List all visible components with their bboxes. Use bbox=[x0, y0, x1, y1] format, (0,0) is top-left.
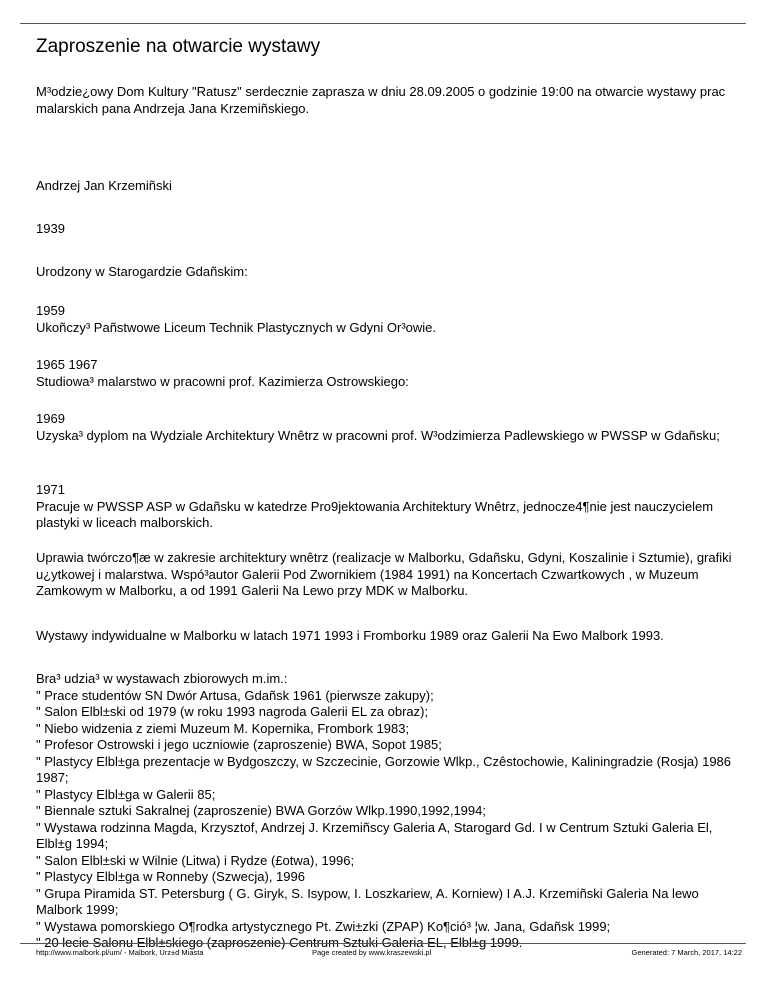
list-item: " 20 lecie Salonu Elbl±skiego (zaproszenie) Centrum Sztuki Galeria EL, Elbl±g 1999. bbox=[36, 935, 523, 950]
list-item: " Grupa Piramida ST. Petersburg ( G. Giryk, S. Isypow, I. Loszkariew, A. Korniew) I A.J. Krzemiñski Galeria Na lewo Malbork 1999; bbox=[36, 885, 699, 917]
solo-exhibitions: Wystawy indywidualne w Malborku w latach 1971 1993 i Fromborku 1989 oraz Galerii Na Ewo Malbork 1993. bbox=[36, 628, 664, 643]
activity-paragraph: Uprawia twórczo¶æ w zakresie architektury wnêtrz (realizacje w Malborku, Gdañsku, Gdyni, Koszalinie i Sztumie), grafiki u¿ytkowej i malarstwa. Wspó³autor Galerii Pod Zwornikiem (1984 1991) na Koncertach Czwartkowych , w Muzeum Zamkowym w Malborku, a od 1991 Galerii Na Lewo przy MDK w Malborku. bbox=[36, 550, 732, 598]
timeline-year: 1959 bbox=[36, 303, 65, 318]
timeline-text: Uzyska³ dyplom na Wydziale Architektury Wnêtrz w pracowni prof. W³odzimierza Padlewskiego w PWSSP w Gdañsku; bbox=[36, 427, 720, 443]
timeline-entry bbox=[36, 357, 736, 390]
intro-paragraph: M³odzie¿owy Dom Kultury "Ratusz" serdecznie zaprasza w dniu 28.09.2005 o godzinie 19:00 na otwarcie wystawy prac malarskich pana Andrzeja Jana Krzemiñskiego. bbox=[36, 84, 726, 116]
list-item: " Plastycy Elbl±ga prezentacje w Bydgoszczy, w Szczecinie, Gorzowie Wlkp., Czêstochowie, Kaliningradzie (Rosja) 1986 1987; bbox=[36, 753, 732, 785]
list-item: " Profesor Ostrowski i jego uczniowie (zaproszenie) BWA, Sopot 1985; bbox=[36, 737, 442, 752]
list-item: " Biennale sztuki Sakralnej (zaproszenie) BWA Gorzów Wlkp.1990,1992,1994; bbox=[36, 803, 486, 818]
timeline-text: Studiowa³ malarstwo w pracowni prof. Kazimierza Ostrowskiego: bbox=[36, 373, 409, 389]
top-rule bbox=[20, 23, 746, 24]
list-item: " Wystawa pomorskiego O¶rodka artystycznego Pt. Zwi±zki (ZPAP) Ko¶ció³ ¦w. Jana, Gdañsk 1999; bbox=[36, 918, 611, 934]
footer-source-link[interactable]: http://www.malbork.pl/um/ - Malbork, Urz±d Miasta bbox=[36, 948, 204, 957]
timeline-text: Pracuje w PWSSP ASP w Gdañsku w katedrze Pro9jektowania Architektury Wnêtrz, jednocze4¶nie jest nauczycielem plastyki w liceach malborskich. bbox=[36, 498, 714, 530]
group-exhibitions bbox=[36, 671, 736, 952]
list-item: " Plastycy Elbl±ga w Ronneby (Szwecja), 1996 bbox=[36, 869, 305, 884]
footer-rule bbox=[20, 943, 746, 944]
list-item: " Prace studentów SN Dwór Artusa, Gdañsk 1961 (pierwsze zakupy); bbox=[36, 687, 434, 703]
timeline-text: Ukoñczy³ Pañstwowe Liceum Technik Plastycznych w Gdyni Or³owie. bbox=[36, 319, 437, 335]
list-item: " Plastycy Elbl±ga w Galerii 85; bbox=[36, 786, 216, 802]
timeline-entry bbox=[36, 411, 736, 444]
timeline-entry bbox=[36, 482, 736, 532]
artist-name: Andrzej Jan Krzemiñski bbox=[36, 178, 172, 193]
timeline-entry bbox=[36, 303, 736, 336]
group-exhibitions-heading: Bra³ udzia³ w wystawach zbiorowych m.im.: bbox=[36, 671, 288, 686]
list-item: " Salon Elbl±ski od 1979 (w roku 1993 nagroda Galerii EL za obraz); bbox=[36, 704, 429, 719]
timeline-year: 1971 bbox=[36, 482, 65, 497]
footer-credit: Page created by www.kraszewski.pl bbox=[312, 948, 432, 957]
footer-generated-date: Generated: 7 March, 2017, 14:22 bbox=[631, 948, 742, 957]
birthplace: Urodzony w Starogardzie Gdañskim: bbox=[36, 264, 248, 279]
timeline-year: 1965 1967 bbox=[36, 357, 98, 372]
list-item: " Salon Elbl±ski w Wilnie (Litwa) i Rydze (£otwa), 1996; bbox=[36, 852, 355, 868]
page-title: Zaproszenie na otwarcie wystawy bbox=[36, 36, 321, 57]
list-item: " Niebo widzenia z ziemi Muzeum M. Kopernika, Frombork 1983; bbox=[36, 720, 410, 736]
birth-year: 1939 bbox=[36, 221, 65, 236]
timeline-year: 1969 bbox=[36, 411, 65, 426]
list-item: " Wystawa rodzinna Magda, Krzysztof, Andrzej J. Krzemiñscy Galeria A, Starogard Gd. I w Centrum Sztuki Galeria El, Elbl±g 1994; bbox=[36, 819, 713, 851]
